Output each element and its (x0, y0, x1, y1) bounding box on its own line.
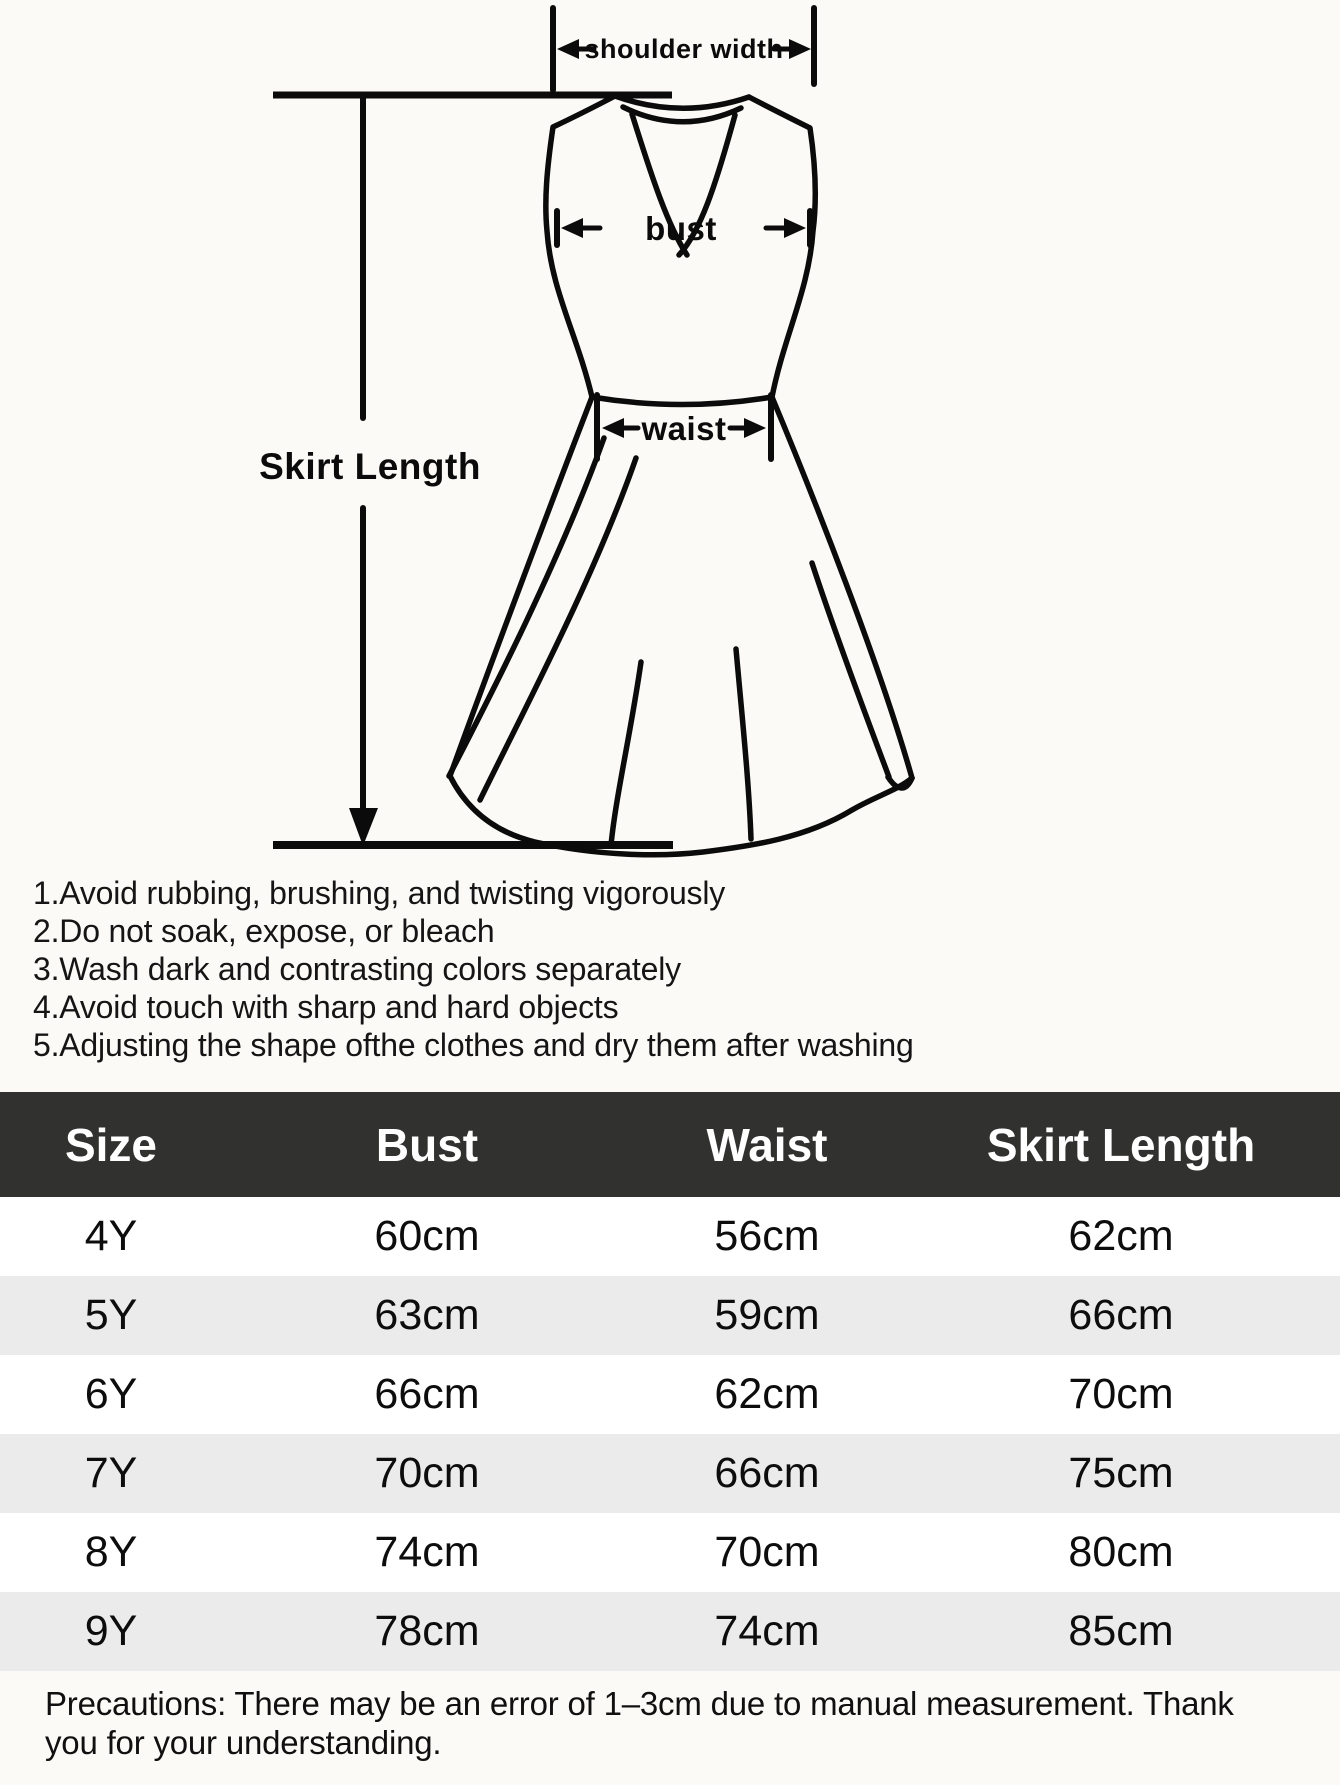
shoulder-right-arrowhead-icon (789, 39, 811, 59)
header-cell-skirt-length: Skirt Length (986, 1118, 1256, 1171)
cell-skirt: 66cm (1068, 1291, 1174, 1339)
table-row-5y (0, 1276, 1340, 1355)
cell-size: 8Y (84, 1528, 138, 1576)
precautions-note: Precautions: There may be an error of 1–3cm due to manual measurement. Thank you for your understanding. (45, 1685, 1234, 1761)
cell-bust: 63cm (374, 1291, 480, 1339)
shoulder-width-measure (553, 8, 814, 90)
bust-label: bust (645, 210, 717, 247)
bust-right-arrowhead-icon (784, 218, 806, 238)
cell-waist: 70cm (714, 1528, 820, 1576)
cell-size: 5Y (84, 1291, 138, 1339)
cell-size: 7Y (84, 1449, 138, 1497)
skirt-length-down-arrowhead-icon (349, 808, 378, 846)
cell-waist: 66cm (714, 1449, 820, 1497)
care-instruction-item: 2.Do not soak, expose, or bleach (33, 913, 495, 949)
care-instruction-item: 4.Avoid touch with sharp and hard objects (33, 989, 619, 1025)
cell-skirt: 70cm (1068, 1370, 1174, 1418)
cell-bust: 70cm (374, 1449, 480, 1497)
header-cell-bust: Bust (375, 1118, 479, 1171)
skirt-fold-line-4 (736, 649, 751, 839)
cell-waist: 74cm (714, 1607, 820, 1655)
waistband-line (592, 397, 772, 405)
table-row-7y (0, 1434, 1340, 1513)
header-cell-waist: Waist (706, 1118, 828, 1171)
waist-label: waist (641, 410, 727, 447)
waist-right-arrowhead-icon (744, 418, 766, 438)
care-instruction-item: 5.Adjusting the shape ofthe clothes and dry them after washing (33, 1027, 914, 1063)
shoulder-left-arrowhead-icon (557, 39, 579, 59)
shoulder-width-label: shoulder width (584, 34, 784, 64)
cell-skirt: 75cm (1068, 1449, 1174, 1497)
cell-bust: 74cm (374, 1528, 480, 1576)
cell-size: 9Y (84, 1607, 138, 1655)
skirt-fold-line-3 (611, 662, 641, 845)
skirt-fold-line-1 (449, 438, 604, 776)
skirt-length-measure (259, 95, 481, 846)
skirt-length-label: Skirt Length (259, 446, 481, 487)
skirt-right-edge (772, 397, 912, 778)
cell-size: 6Y (84, 1370, 138, 1418)
cell-skirt: 62cm (1068, 1212, 1174, 1260)
cell-skirt: 85cm (1068, 1607, 1174, 1655)
care-instruction-item: 1.Avoid rubbing, brushing, and twisting vigorously (33, 875, 726, 911)
care-instructions-list (33, 874, 914, 1064)
waist-left-arrowhead-icon (602, 418, 624, 438)
size-table (0, 1092, 1340, 1671)
cell-bust: 60cm (374, 1212, 480, 1260)
dress-measurement-diagram (0, 0, 1340, 860)
size-table-header-row (0, 1092, 1340, 1197)
table-row-8y (0, 1513, 1340, 1592)
cell-waist: 56cm (714, 1212, 820, 1260)
cell-bust: 78cm (374, 1607, 480, 1655)
cell-waist: 59cm (714, 1291, 820, 1339)
header-cell-size: Size (64, 1118, 158, 1171)
bust-measure (557, 210, 810, 247)
cell-waist: 62cm (714, 1370, 820, 1418)
table-row-6y (0, 1355, 1340, 1434)
cell-bust: 66cm (374, 1370, 480, 1418)
care-instruction-item: 3.Wash dark and contrasting colors separately (33, 951, 681, 987)
cell-size: 4Y (84, 1212, 138, 1260)
table-row-4y (0, 1197, 1340, 1276)
bodice-right-edge (749, 97, 815, 397)
bust-left-arrowhead-icon (561, 218, 583, 238)
cell-skirt: 80cm (1068, 1528, 1174, 1576)
table-row-9y (0, 1592, 1340, 1671)
